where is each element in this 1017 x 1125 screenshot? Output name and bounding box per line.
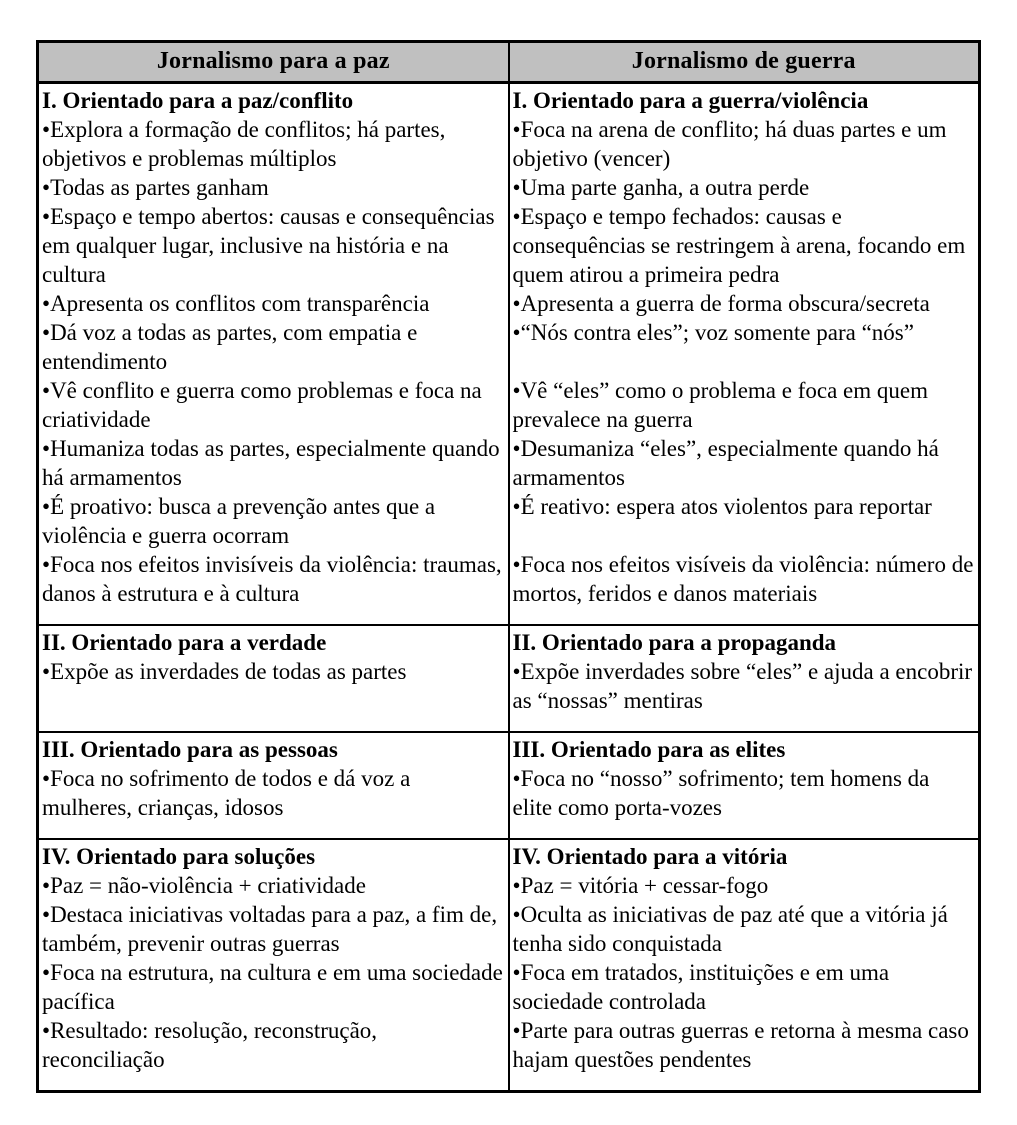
section-title: IV. Orientado para soluções [42, 844, 316, 869]
bullet-item: • É reativo: espera atos violentos para reportar [513, 492, 975, 521]
bullet-item: • Uma parte ganha, a outra perde [513, 173, 975, 202]
section-1-war-cell [509, 83, 980, 626]
bullet-spacer [513, 347, 975, 376]
bullet-item: • Dá voz a todas as partes, com empatia e entendimento [42, 318, 504, 376]
column-header-peace-journalism: Jornalismo para a paz [38, 42, 509, 83]
table-row-section-4 [38, 839, 980, 1092]
section-title: I. Orientado para a paz/conflito [42, 88, 354, 113]
section-1-peace-cell [38, 83, 509, 626]
section-title: IV. Orientado para a vitória [512, 844, 788, 869]
bullet-list [42, 657, 504, 686]
bullet-list [42, 115, 504, 608]
bullet-item: • É proativo: busca a prevenção antes que a violência e guerra ocorram [42, 492, 504, 550]
bullet-item: • Foca em tratados, instituições e em uma sociedade controlada [513, 958, 975, 1016]
bullet-item: • Vê conflito e guerra como problemas e foca na criatividade [42, 376, 504, 434]
peace-war-journalism-comparison-table [36, 40, 981, 1093]
bullet-item: • Todas as partes ganham [42, 173, 504, 202]
bullet-item: • Destaca iniciativas voltadas para a paz, a fim de, também, prevenir outras guerras [42, 900, 504, 958]
bullet-spacer [513, 521, 975, 550]
table-header-row [38, 42, 980, 83]
section-3-war-cell [509, 732, 980, 839]
bullet-item: • Espaço e tempo abertos: causas e consequências em qualquer lugar, inclusive na história e na cultura [42, 202, 504, 289]
column-header-war-journalism: Jornalismo de guerra [509, 42, 980, 83]
table-row-section-3 [38, 732, 980, 839]
bullet-item: • Vê “eles” como o problema e foca em quem prevalece na guerra [513, 376, 975, 434]
bullet-item: • Desumaniza “eles”, especialmente quando há armamentos [513, 434, 975, 492]
bullet-item: • Resultado: resolução, reconstrução, reconciliação [42, 1016, 504, 1074]
section-title: III. Orientado para as pessoas [42, 737, 338, 762]
bullet-item: • “Nós contra eles”; voz somente para “nós” [513, 318, 975, 347]
bullet-item: • Foca nos efeitos invisíveis da violência: traumas, danos à estrutura e à cultura [42, 550, 504, 608]
section-3-peace-cell [38, 732, 509, 839]
section-2-war-cell [509, 625, 980, 732]
bullet-item: • Foca nos efeitos visíveis da violência: número de mortos, feridos e danos materiais [513, 550, 975, 608]
bullet-item: • Apresenta os conflitos com transparência [42, 289, 504, 318]
bullet-item: • Foca na estrutura, na cultura e em uma sociedade pacífica [42, 958, 504, 1016]
bullet-item: • Parte para outras guerras e retorna à mesma caso hajam questões pendentes [513, 1016, 975, 1074]
bullet-list [513, 657, 975, 715]
section-2-peace-cell [38, 625, 509, 732]
bullet-item: • Foca no sofrimento de todos e dá voz a mulheres, crianças, idosos [42, 764, 504, 822]
table-row-section-2 [38, 625, 980, 732]
table-row-section-1 [38, 83, 980, 626]
section-4-war-cell [509, 839, 980, 1092]
bullet-item: • Expõe inverdades sobre “eles” e ajuda a encobrir as “nossas” mentiras [513, 657, 975, 715]
section-title: II. Orientado para a verdade [42, 630, 327, 655]
bullet-item: • Foca na arena de conflito; há duas partes e um objetivo (vencer) [513, 115, 975, 173]
bullet-item: • Apresenta a guerra de forma obscura/secreta [513, 289, 975, 318]
bullet-list [513, 871, 975, 1074]
bullet-item: • Paz = não-violência + criatividade [42, 871, 504, 900]
bullet-item: • Espaço e tempo fechados: causas e consequências se restringem à arena, focando em quem atirou a primeira pedra [513, 202, 975, 289]
bullet-list [513, 764, 975, 822]
bullet-item: • Expõe as inverdades de todas as partes [42, 657, 504, 686]
bullet-item: • Paz = vitória + cessar-fogo [513, 871, 975, 900]
section-title: II. Orientado para a propaganda [512, 630, 837, 655]
bullet-item: • Explora a formação de conflitos; há partes, objetivos e problemas múltiplos [42, 115, 504, 173]
bullet-list [42, 764, 504, 822]
bullet-list [42, 871, 504, 1074]
bullet-list [513, 115, 975, 608]
bullet-item: • Humaniza todas as partes, especialmente quando há armamentos [42, 434, 504, 492]
section-4-peace-cell [38, 839, 509, 1092]
bullet-item: • Foca no “nosso” sofrimento; tem homens da elite como porta-vozes [513, 764, 975, 822]
section-title: III. Orientado para as elites [512, 737, 786, 762]
section-title: I. Orientado para a guerra/violência [512, 88, 869, 113]
bullet-item: • Oculta as iniciativas de paz até que a vitória já tenha sido conquistada [513, 900, 975, 958]
